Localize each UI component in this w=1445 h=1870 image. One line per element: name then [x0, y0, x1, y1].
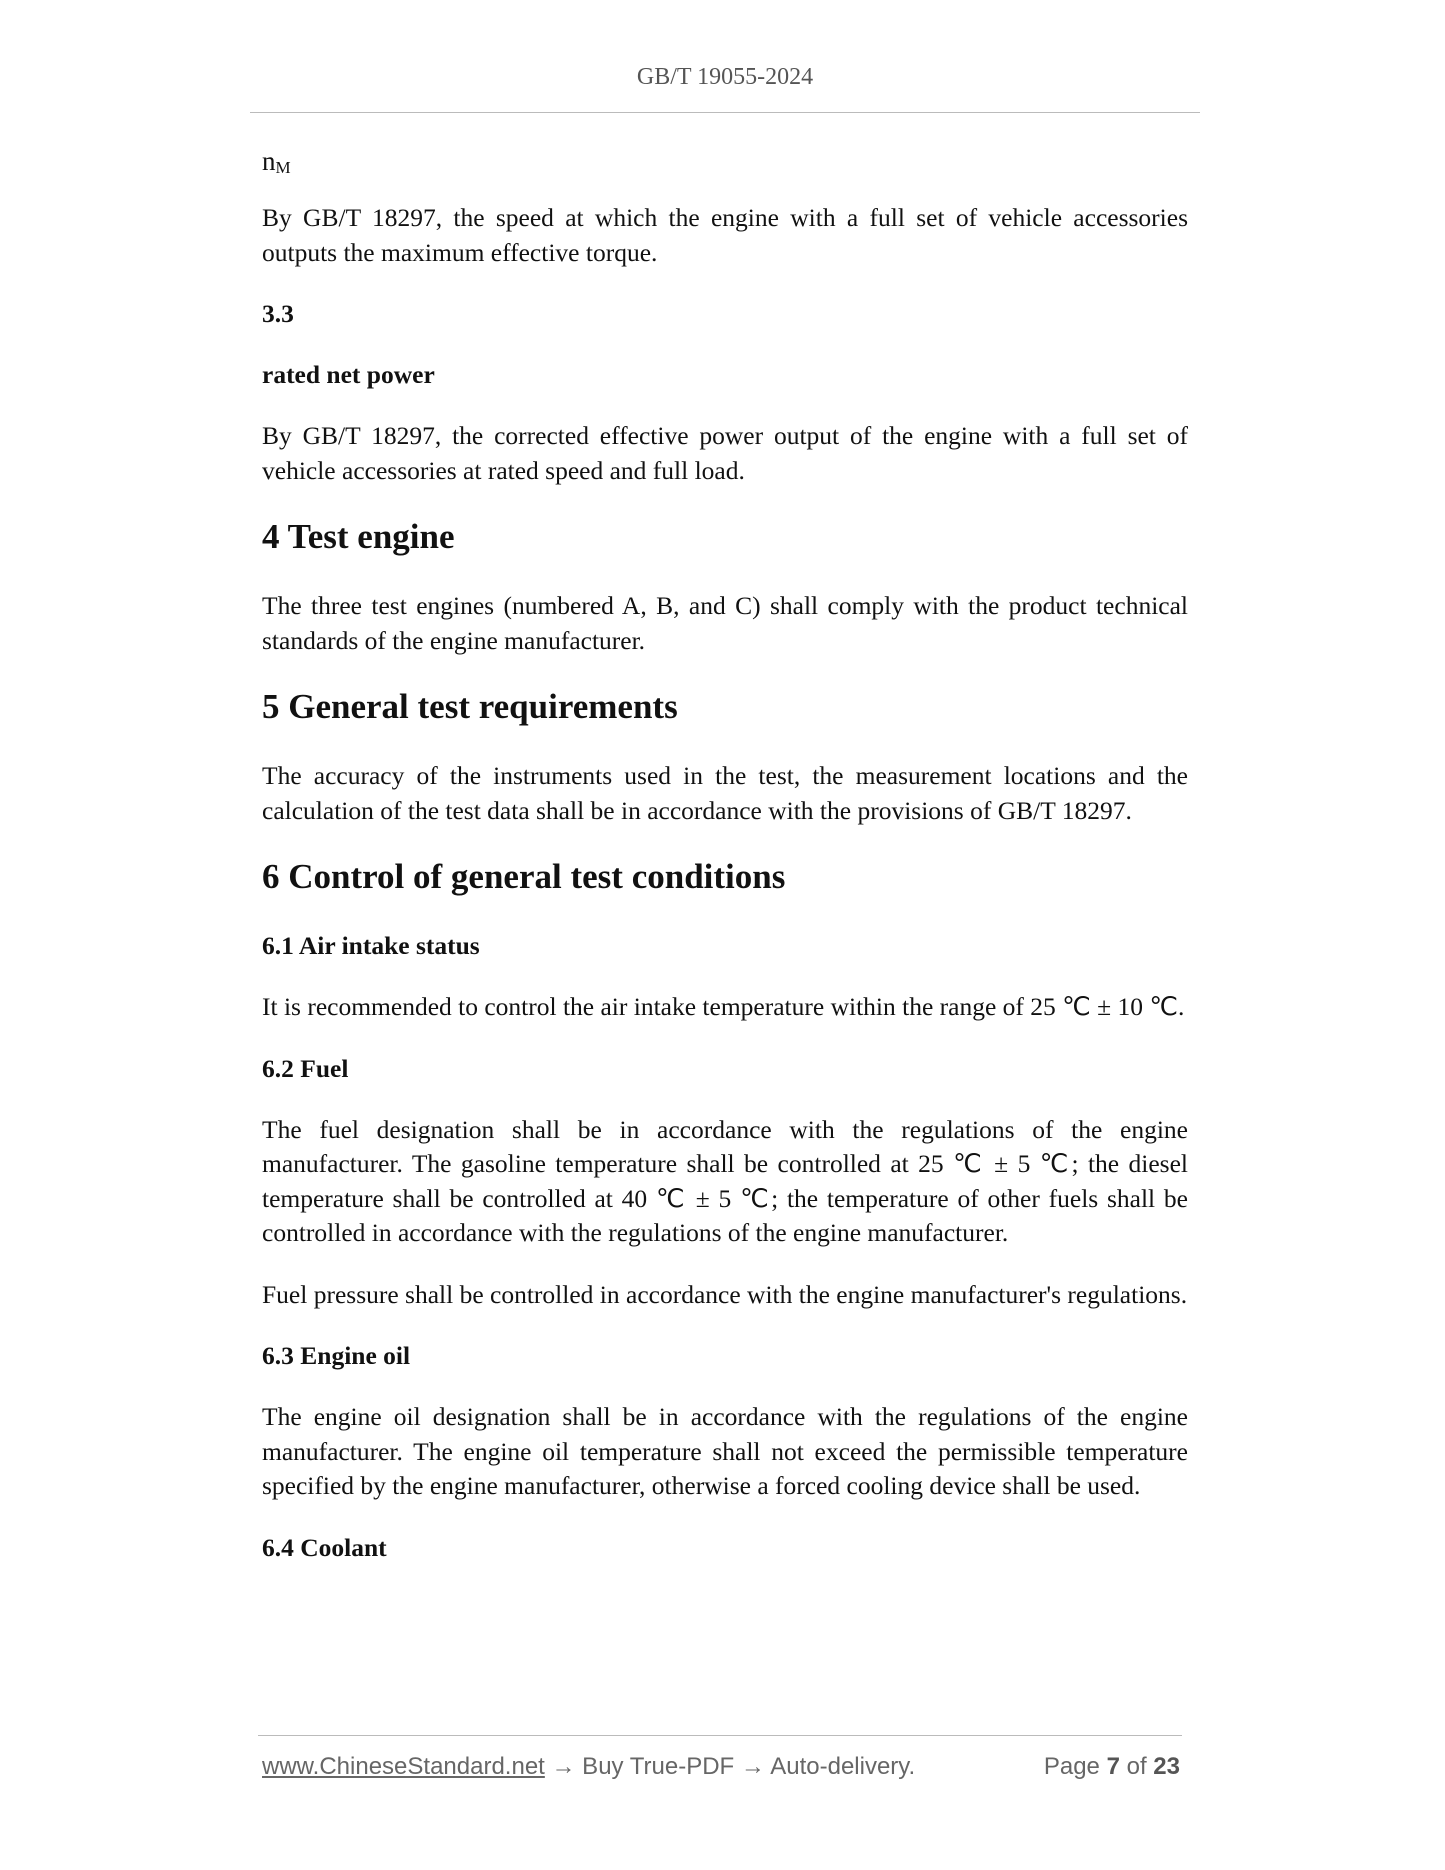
- section-6-4-heading: 6.4 Coolant: [262, 1532, 387, 1562]
- term-symbol-subscript: M: [275, 158, 291, 177]
- website-link[interactable]: www.ChineseStandard.net: [262, 1753, 545, 1780]
- page-footer: [262, 1753, 1182, 1781]
- section-6-3-heading: 6.3 Engine oil: [262, 1341, 411, 1370]
- section-5-paragraph: The accuracy of the instruments used in the test, the measurement locations and the calculation of the test data shall be in accordance with the provisions of GB/T 18297.: [262, 761, 1188, 825]
- page-content: [262, 146, 1188, 1592]
- section-6-1-paragraph: It is recommended to control the air intake temperature within the range of 25 ℃ ± 10 ℃.: [262, 992, 1185, 1021]
- page-indicator: [1044, 1753, 1180, 1781]
- footer-tagline: → Buy True-PDF → Auto-delivery.: [544, 1753, 916, 1780]
- section-6-2-paragraph-1: The fuel designation shall be in accordance with the regulations of the engine manufacturer. The gasoline temperature shall be controlled at 25 ℃ ± 5 ℃; the diesel temperature shall be controlled at 40 ℃ ± 5 ℃; the temperature of other fuels shall be controlled in accordance with the regulations of the engine manufacturer.: [262, 1114, 1188, 1247]
- section-5-heading: 5 General test requirements: [262, 687, 678, 726]
- term-number-3-3: 3.3: [262, 299, 294, 328]
- page-current: 7: [1106, 1753, 1120, 1780]
- page-total: 23: [1153, 1753, 1180, 1780]
- running-header: GB/T 19055-2024: [636, 64, 814, 90]
- section-6-heading: 6 Control of general test conditions: [262, 857, 786, 896]
- section-6-2-heading: 6.2 Fuel: [262, 1053, 349, 1083]
- page-of: of: [1126, 1753, 1147, 1780]
- section-6-2-paragraph-2: Fuel pressure shall be controlled in accordance with the engine manufacturer's regulations.: [262, 1279, 1188, 1309]
- section-4-heading: 4 Test engine: [262, 517, 455, 556]
- term-symbol-base: n: [262, 146, 276, 176]
- header-divider: [250, 112, 1200, 113]
- section-6-1-heading: 6.1 Air intake status: [262, 931, 480, 960]
- term-symbol: [262, 146, 1188, 178]
- term-definition-3-3: By GB/T 18297, the corrected effective power output of the engine with a full set of vehicle accessories at rated speed and full load.: [262, 421, 1188, 485]
- term-title-3-3: rated net power: [262, 360, 435, 389]
- term-definition-nm: By GB/T 18297, the speed at which the engine with a full set of vehicle accessories outputs the maximum effective torque.: [262, 203, 1188, 267]
- page-label: Page: [1043, 1753, 1100, 1780]
- footer-divider: [258, 1735, 1182, 1736]
- section-4-paragraph: The three test engines (numbered A, B, and C) shall comply with the product technical standards of the engine manufacturer.: [262, 591, 1188, 655]
- section-6-3-paragraph: The engine oil designation shall be in accordance with the regulations of the engine manufacturer. The engine oil temperature shall not exceed the permissible temperature specified by the engine manufacturer, otherwise a forced cooling device shall be used.: [262, 1402, 1188, 1500]
